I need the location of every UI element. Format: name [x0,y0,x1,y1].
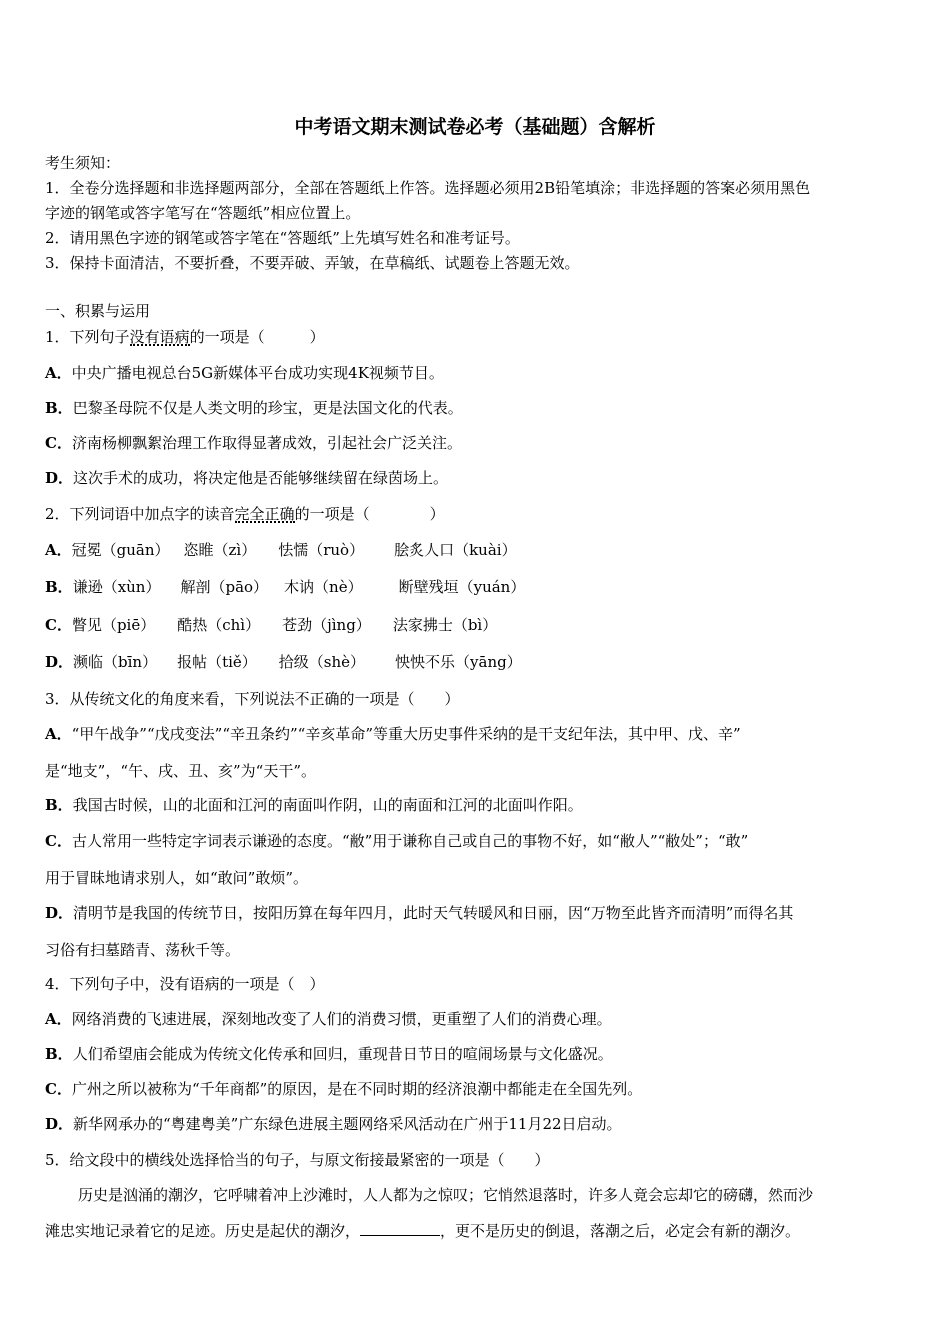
notice-item: 字迹的钢笔或答字笔写在“答题纸”相应位置上。 [45,204,361,222]
question-5-passage: 历史是汹涌的潮汐，它呼啸着冲上沙滩时，人人都为之惊叹；它悄然退落时，许多人竟会忘却它的磅礴，然而沙 [78,1186,814,1204]
notice-item: 3．保持卡面清洁，不要折叠，不要弄破、弄皱，在草稿纸、试题卷上答题无效。 [45,254,580,272]
question-4-option-c: C．广州之所以被称为“千年商都”的原因，是在不同时期的经济浪潮中都能走在全国先列。 [45,1080,643,1098]
answer-blank[interactable] [360,1221,440,1236]
question-3-option-c-cont: 用于冒昧地请求别人，如“敢问”敢烦”。 [45,869,309,887]
question-5-passage-cont: 滩忠实地记录着它的足迹。历史是起伏的潮汐， ，更不是历史的倒退，落潮之后，必定会有新的潮汐。 [45,1222,801,1240]
question-3-option-b: B．我国古时候，山的北面和江河的南面叫作阴，山的南面和江河的北面叫作阳。 [45,796,583,814]
notice-heading: 考生须知： [45,154,121,172]
question-3-option-c: C．古人常用一些特定字词表示谦逊的态度。“敝”用于谦称自己或自己的事物不好，如“敝人”“敝处”；“敢” [45,832,749,850]
question-1-option-b: B．巴黎圣母院不仅是人类文明的珍宝，更是法国文化的代表。 [45,399,463,417]
notice-item: 2．请用黑色字迹的钢笔或答字笔在“答题纸”上先填写姓名和准考证号。 [45,229,520,247]
emphasis-text: 完全正确 [234,505,295,523]
question-2-option-c: C．瞥见（piē） 酷热（chì） 苍劲（jìng） 法家拂士（bì） [45,616,498,634]
section-heading: 一、积累与运用 [45,302,151,320]
question-1-option-a: A．中央广播电视总台5G新媒体平台成功实现4K视频节目。 [45,364,444,382]
question-3-option-d-cont: 习俗有扫墓踏青、荡秋千等。 [45,941,241,959]
question-3-option-d: D．清明节是我国的传统节日，按阳历算在每年四月，此时天气转暖风和日丽，因“万物至此皆齐而清明”而得名其 [45,904,794,922]
question-3-stem: 3．从传统文化的角度来看，下列说法不正确的一项是（ ） [45,690,460,708]
question-3-option-a-cont: 是“地支”，“午、戌、丑、亥”为“天干”。 [45,762,317,780]
question-4-option-d: D．新华网承办的“粤建粤美”广东绿色进展主题网络采风活动在广州于11月22日启动。 [45,1115,622,1133]
question-2-stem: 2．下列词语中加点字的读音完全正确的一项是（ ） [45,505,445,523]
question-1-stem: 1．下列句子没有语病的一项是（ ） [45,328,325,346]
question-1-option-c: C．济南杨柳飘絮治理工作取得显著成效，引起社会广泛关注。 [45,434,462,452]
question-4-stem: 4．下列句子中，没有语病的一项是（ ） [45,975,325,993]
emphasis-text: 没有语病 [129,328,190,346]
notice-item: 1．全卷分选择题和非选择题两部分，全部在答题纸上作答。选择题必须用2B铅笔填涂；非选择题的答案必须用黑色 [45,179,811,197]
question-5-stem: 5．给文段中的横线处选择恰当的句子，与原文衔接最紧密的一项是（ ） [45,1151,550,1169]
question-1-option-d: D．这次手术的成功，将决定他是否能够继续留在绿茵场上。 [45,469,449,487]
question-4-option-b: B．人们希望庙会能成为传统文化传承和回归，重现昔日节日的喧闹场景与文化盛况。 [45,1045,613,1063]
question-3-option-a: A．“甲午战争”“戊戌变法”“辛丑条约”“辛亥革命”等重大历史事件采纳的是干支纪年法，其中甲、戊、辛” [45,725,741,743]
question-4-option-a: A．网络消费的飞速进展，深刻地改变了人们的消费习惯，更重塑了人们的消费心理。 [45,1010,612,1028]
question-2-option-d: D．濒临（bīn） 报帖（tiě） 拾级（shè） 怏怏不乐（yāng） [45,653,522,671]
question-2-option-a: A．冠冕（guān） 恣睢（zì） 怯懦（ruò） 脍炙人口（kuài） [45,541,517,559]
page-title: 中考语文期末测试卷必考（基础题）含解析 [294,116,656,138]
question-2-option-b: B．谦逊（xùn） 解剖（pāo） 木讷（nè） 断壁残垣（yuán） [45,578,526,596]
